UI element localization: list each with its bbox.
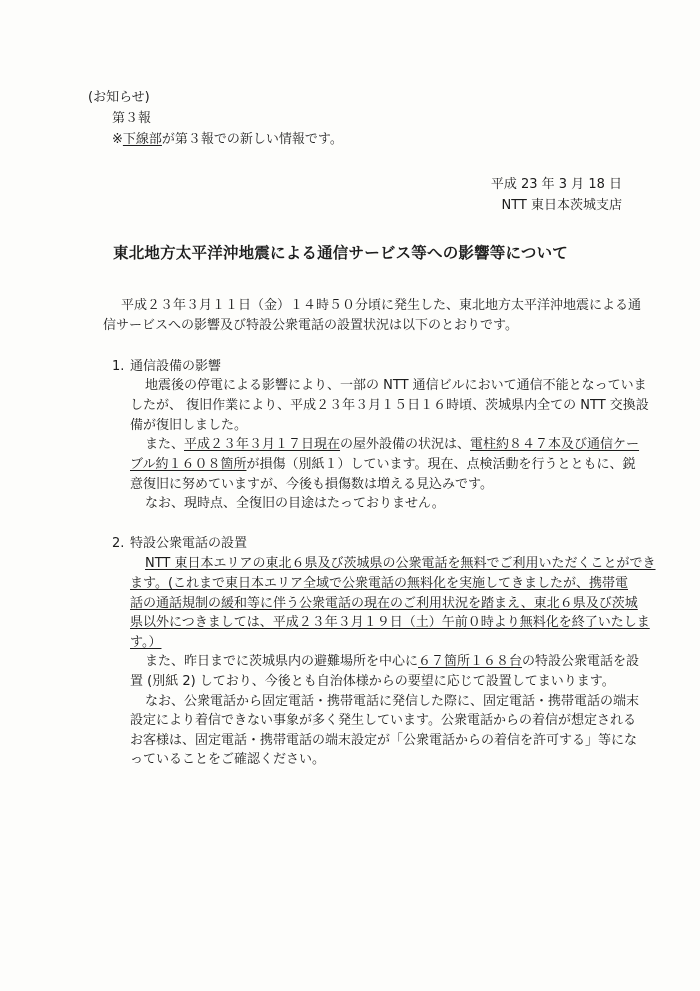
note-mark: ※ (112, 132, 123, 147)
intro-line-2: 信サービスへの影響及び特設公衆電話の設置状況は以下のとおりです。 (103, 318, 518, 333)
intro-line-1: 平成２３年３月１１日（金）１４時５０分頃に発生した、東北地方太平洋沖地震による通 (121, 298, 642, 313)
underlined-text: 話の通話規制の緩和等に伴う公衆電話の現在のご利用状況を踏まえ、東北６県及び茨城 (130, 596, 638, 611)
underlined-date: 平成２３年３月１７日現在 (184, 437, 341, 452)
section2-underlined-line-3 (130, 596, 638, 612)
section2-underlined-line-1 (145, 556, 656, 572)
underlined-cable-count: ブル約１６０８箇所 (130, 457, 247, 472)
section2-p3-line-3: お客様は、固定電話・携帯電話の端末設定が「公衆電話からの着信を許可する」等にな (130, 733, 638, 748)
section2-p3-line-4: っていることをご確認ください。 (130, 752, 326, 767)
underlined-damage-count: 電柱約８４７本及び通信ケー (470, 437, 640, 452)
text-run: の特設公衆電話を設 (522, 654, 640, 669)
underlined-text: ます。(これまで東日本エリア全域で公衆電話の無料化を実施してきましたが、携帯電 (130, 576, 629, 591)
report-number: 第３報 (112, 111, 152, 126)
section1-p1-line-1: 地震後の停電による影響により、一部の NTT 通信ビルにおいて通信不能となっていま (145, 378, 647, 393)
note-rest: が第３報での新しい情報です。 (161, 132, 343, 147)
section1-p2-line-1 (145, 437, 639, 453)
section1-p1-line-2: したが、 復旧作業により、平成２３年３月１５日１６時頃、茨城県内全ての NTT 交換設 (130, 398, 649, 413)
underlined-text: NTT 東日本エリアの東北６県及び茨城県の公衆電話を無料でご利用いただくことができ (145, 556, 656, 571)
section2-underlined-line-4 (130, 615, 650, 631)
section1-p1-line-3: 備が復旧しました。 (130, 418, 248, 433)
notice-label: (お知らせ) (88, 90, 150, 105)
section1-heading: 通信設備の影響 (130, 359, 222, 374)
document-title: 東北地方太平洋沖地震による通信サービス等への影響等について (113, 244, 568, 262)
update-note (112, 132, 343, 148)
section2-number: 2. (112, 536, 125, 551)
section1-number: 1. (112, 359, 125, 374)
text-run: また、 (145, 437, 185, 452)
text-run: の屋外設備の状況は、 (340, 437, 471, 452)
section1-p2-line-3: 意復旧に努めていますが、今後も損傷数は増える見込みです。 (130, 477, 493, 492)
section2-p2-line-2: 置 (別紙 2) しており、今後とも自治体様からの要望に応じて設置してまいります。 (130, 674, 615, 689)
document-date: 平成 23 年 3 月 18 日 (490, 177, 622, 192)
section1-p2-line-2 (130, 457, 635, 473)
section2-p3-line-1: なお、公衆電話から固定電話・携帯電話に発信した際に、固定電話・携帯電話の端末 (145, 694, 640, 709)
underlined-phone-count: ６７箇所１６８台 (418, 654, 523, 669)
section2-underlined-line-5 (130, 635, 161, 651)
section2-heading: 特設公衆電話の設置 (130, 536, 248, 551)
section2-p2-line-1 (145, 654, 639, 670)
text-run: が損傷（別紙１）しています。現在、点検活動を行うとともに、鋭 (246, 457, 636, 472)
underlined-text: す。） (130, 635, 162, 650)
text-run: また、昨日までに茨城県内の避難場所を中心に (145, 654, 419, 669)
section2-p3-line-2: 設定により着信できない事象が多く発生しています。公衆電話からの着信が想定される (130, 713, 636, 728)
issuing-organization: NTT 東日本茨城支店 (501, 198, 622, 213)
underlined-text: 県以外につきましては、平成２３年３月１９日（土）午前０時より無料化を終了いたしま (130, 615, 650, 630)
section1-p3: なお、現時点、全復旧の目途はたっておりません。 (145, 496, 445, 511)
section2-underlined-line-2 (130, 576, 628, 592)
note-underlined-word: 下線部 (122, 132, 162, 147)
